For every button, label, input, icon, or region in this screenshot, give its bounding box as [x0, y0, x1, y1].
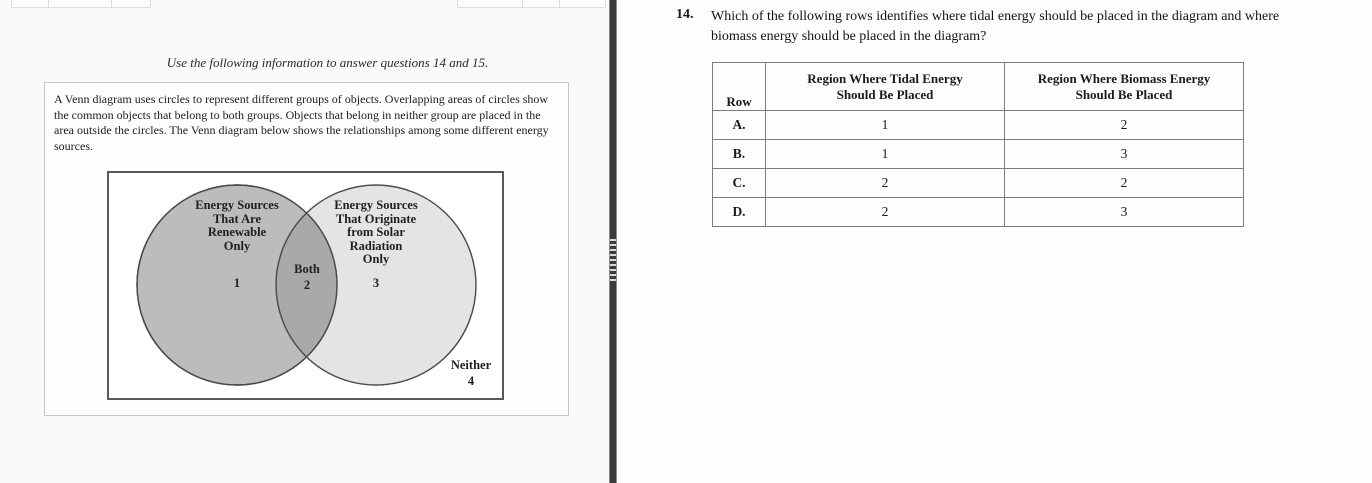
cutoff-cell: [11, 0, 49, 8]
table-row: [713, 140, 1244, 169]
venn-region-1-number: 1: [233, 276, 241, 290]
label-line: Only: [362, 252, 390, 266]
biomass-value: 3: [1005, 198, 1244, 227]
question-number: 14.: [676, 7, 694, 22]
row-letter: A.: [713, 111, 766, 140]
left-page: [0, 0, 609, 483]
cutoff-cell: [560, 0, 606, 8]
outside-word: Neither: [450, 358, 492, 372]
header-row-col: Row: [713, 63, 766, 111]
overlap-number: 2: [303, 278, 311, 292]
biomass-value: 3: [1005, 140, 1244, 169]
question-text: Which of the following rows identifies where tidal energy should be placed in the diagram and where biomass energy should be placed in the diagram?: [711, 9, 1280, 44]
info-box: [44, 82, 569, 416]
label-line: Renewable: [207, 225, 267, 239]
row-letter: C.: [713, 169, 766, 198]
row-letter: B.: [713, 140, 766, 169]
tidal-value: 1: [766, 111, 1005, 140]
cutoff-table-fragment-right: [457, 0, 606, 8]
label-line: Energy Sources: [195, 198, 279, 212]
tidal-value: 2: [766, 169, 1005, 198]
label-line: Only: [223, 238, 251, 253]
label-line: Energy Sources: [334, 198, 418, 212]
table-row: [713, 111, 1244, 140]
divider-grip-icon[interactable]: [610, 239, 616, 282]
venn-outside-label: [411, 357, 531, 389]
header-line: Should Be Placed: [1075, 86, 1173, 102]
tidal-value: 1: [766, 140, 1005, 169]
overlap-word: Both: [294, 262, 320, 276]
right-page: [617, 0, 1372, 483]
label-line: That Originate: [335, 211, 417, 226]
label-line: That Are: [212, 211, 262, 226]
header-line: Should Be Placed: [836, 86, 934, 102]
biomass-value: 2: [1005, 169, 1244, 198]
venn-diagram: [107, 171, 504, 400]
cutoff-cell: [523, 0, 560, 8]
answer-table: [712, 62, 1244, 227]
cutoff-cell: [112, 0, 151, 8]
venn-overlap-label: [267, 261, 347, 293]
intro-paragraph: A Venn diagram uses circles to represent different groups of objects. Overlapping areas of circles show the common objects that belong to both groups. Objects that belong in neither group are placed in the area outside the circles. The Venn diagram below shows the relationships among some different energy sources.: [54, 92, 549, 153]
table-row: [713, 198, 1244, 227]
tidal-value: 2: [766, 198, 1005, 227]
cutoff-cell: [457, 0, 523, 8]
cutoff-cell: [49, 0, 112, 8]
header-line: Region Where Biomass Energy: [1037, 70, 1211, 86]
header-line: Region Where Tidal Energy: [807, 70, 963, 86]
venn-region-3-number: 3: [372, 276, 380, 290]
table-header-row: [713, 63, 1244, 111]
cutoff-table-fragment-left: [11, 0, 151, 8]
table-row: [713, 169, 1244, 198]
instruction-text: Use the following information to answer questions 14 and 15.: [166, 55, 489, 70]
header-biomass-col: [1005, 63, 1244, 111]
outside-number: 4: [467, 374, 475, 388]
label-line: Radiation: [349, 238, 403, 253]
page-divider[interactable]: [609, 0, 617, 483]
venn-right-circle-label: [286, 199, 466, 267]
biomass-value: 2: [1005, 111, 1244, 140]
header-tidal-col: [766, 63, 1005, 111]
row-letter: D.: [713, 198, 766, 227]
label-line: from Solar: [347, 225, 405, 239]
